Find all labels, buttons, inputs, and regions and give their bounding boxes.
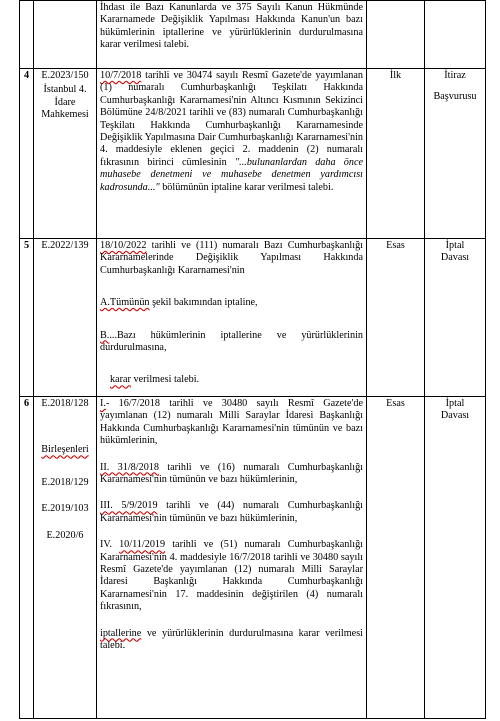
court-name: İstanbul 4. İdare Mahkemesi (41, 84, 89, 121)
text-part: tarihli ve 30474 sayılı Resmî Gazete'de yayımlanan (1) numaralı Cumhurbaşkanlığı Teşkilatı Hakkında Cumhurbaşkanlığı Kararnamesi'nin Altıncı Kısmının Sekizinci Bölümüne 24/8/2021 tarihli ve (83) numaralı Cumhurbaşkanlığı Teşkilatı Hakkında Cumhurbaşkanlığı Kararnamesinde Değişiklik Yapılmasına Dair Cumhurbaşkanlığı Kararnamesi'nin 4. maddesiyle eklenen geçici 2. maddenin (2) numaralı fıkrasının birinci cümlesinin (100, 70, 363, 168)
underlined-date: III. 5/9/2019 (100, 500, 158, 512)
text-part: tarihli ve (16) numaralı Cumhurbaşkanlığı Kararnamesi'nin tümünün ve bazı hükümlerinin, (100, 461, 363, 486)
underlined-date: 10/11/2019 (119, 539, 166, 551)
paragraph (100, 462, 363, 487)
paragraph (100, 628, 363, 653)
text-part: tarihli ve (51) numaralı Cumhurbaşkanlığı Kararnamesi'nin 4. maddesiyle 16/7/2018 tarihli ve 30480 sayılı Resmî Gazete'de yayımlanan (12) numaralı Milli Saraylar İdaresi Başkanlığı Hakkında Cumhurbaşkanlığı Kararnamesi'nin 17. maddesinin değiştirilen (4) numaralı fıkrasının, (100, 539, 363, 613)
type-cell (425, 239, 486, 397)
case-cell (34, 1, 97, 69)
underlined-date: II. 31/8/2018 (100, 461, 159, 473)
table-row (20, 1, 486, 69)
paragraph (100, 539, 363, 613)
row-number: 6 (20, 397, 34, 719)
paragraph (100, 398, 363, 448)
request-text (97, 397, 367, 719)
text-part: tarihli ve (111) numaralı Bazı Cumhurbaşkanlığı Kararnamelerinde Değişiklik Yapılması Hakkında Cumhurbaşkanlığı Kararnamesi'nin (100, 240, 363, 276)
paragraph (100, 500, 363, 525)
paragraph (100, 374, 363, 386)
request-text (97, 69, 367, 239)
request-text (97, 239, 367, 397)
type-word: İtiraz (444, 70, 466, 81)
underlined-word: iptallerine (100, 627, 142, 639)
text-part: bölümünün iptaline karar verilmesi talebi. (159, 181, 334, 193)
paragraph (100, 297, 363, 309)
type-word: Başvurusu (433, 91, 477, 103)
type-word: Davası (440, 252, 470, 264)
case-number: E.2020/6 (46, 529, 84, 541)
request-text: İhdası ile Bazı Kanunlarda ve 375 Sayılı Kanun Hükmünde Kararnamede Değişiklik Yapılması Hakkında Kanun'un bazı hükümlerinin iptallerine ve yürürlüklerinin durdurulmasına karar verilmesi talebi. (97, 1, 367, 69)
text-part: şekil bakımından iptaline, (149, 297, 258, 309)
case-table (19, 0, 486, 719)
paragraph (100, 240, 363, 277)
text-part: ...Bazı hükümlerinin iptallerine ve yürürlüklerinin durdurulmasına, (100, 329, 363, 354)
stage-cell (367, 1, 425, 69)
row-number: 5 (20, 239, 34, 397)
type-cell (425, 69, 486, 239)
case-number: E.2023/150 (41, 70, 89, 81)
case-cell (34, 69, 97, 239)
row-number: 4 (20, 69, 34, 239)
text-part: - 16/7/2018 tarihli ve 30480 sayılı Resmî Gazete'de yayımlanan (12) numaralı Milli Saraylar İdaresi Başkanlığı Hakkında Cumhurbaşkanlığı Kararnamesi'nin tümünün ve bazı hükümlerinin, (100, 398, 363, 447)
underlined-numeral: I. (100, 398, 106, 409)
quoted-text: "...bulunanlardan daha önce muhasebe denetmeni ve muhasebe denetmen yardımcısı kadrosunda..." (100, 156, 363, 193)
type-word: İptal (445, 398, 465, 409)
text-part: ve yürürlüklerinin durdurulmasına karar verilmesi talebi. (100, 627, 363, 652)
table-row (20, 239, 486, 397)
type-cell (425, 397, 486, 719)
text-part: IV. (100, 539, 120, 551)
case-cell (34, 239, 97, 397)
stage-cell: Esas (367, 397, 425, 719)
case-cell (34, 397, 97, 719)
underlined-word: karar (110, 374, 131, 386)
table-row (20, 397, 486, 719)
case-number: E.2022/139 (41, 240, 89, 251)
underlined-date: 10/7/2018 (100, 70, 142, 81)
row-number (20, 1, 34, 69)
underlined-word: A.Tümünün (100, 297, 150, 309)
stage-cell: İlk (367, 69, 425, 239)
type-word: İptal (445, 240, 465, 251)
underlined-date: 18/10/2022 (100, 240, 147, 251)
stage-cell: Esas (367, 239, 425, 397)
case-number: E.2018/128 (41, 398, 89, 409)
merged-label: Birleşenleri (41, 444, 89, 456)
paragraph (100, 330, 363, 355)
underlined-word: B. (100, 329, 110, 341)
case-number: E.2019/103 (41, 503, 89, 515)
type-word: Davası (440, 410, 470, 422)
case-number: E.2018/129 (41, 476, 89, 488)
text-part: verilmesi talebi. (130, 374, 200, 386)
type-cell (425, 1, 486, 69)
text-part: tarihli ve (44) numaralı Cumhurbaşkanlığı Kararnamesi'nin tümünün ve bazı hükümlerinin, (100, 500, 363, 524)
table-row (20, 69, 486, 239)
